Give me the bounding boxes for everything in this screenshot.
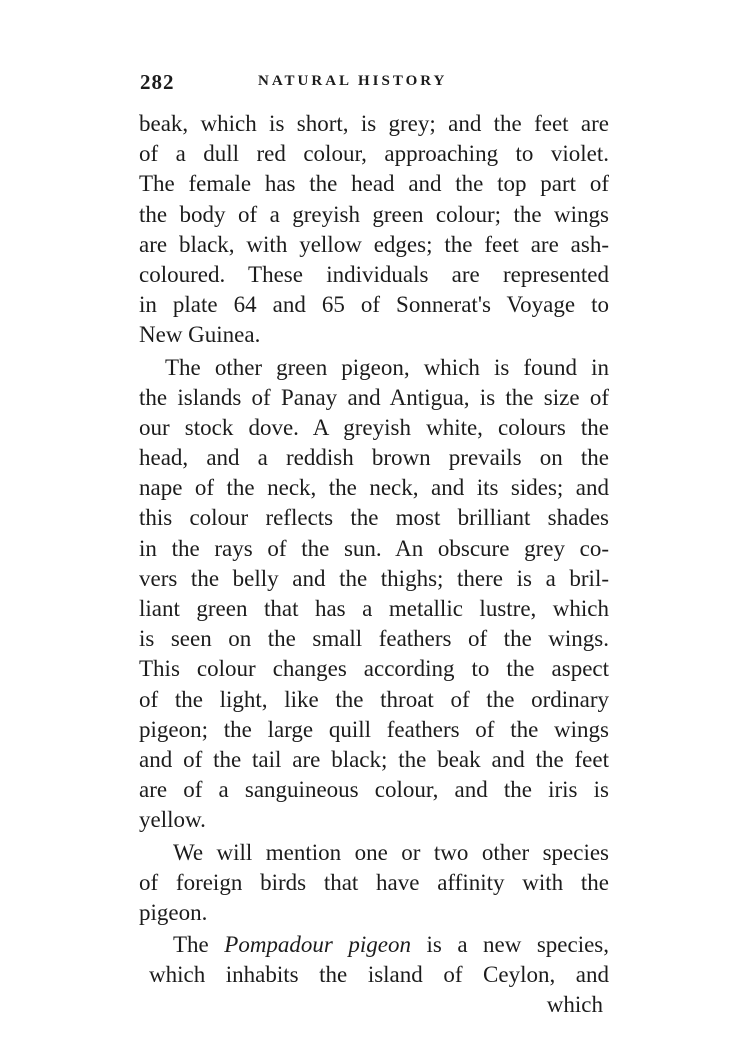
- running-head: [140, 70, 610, 96]
- page-number: 282: [140, 70, 175, 94]
- text-line: coloured. These individuals are represented: [139, 261, 609, 287]
- text-segment: The: [173, 932, 225, 958]
- text-line: is seen on the small feathers of the wings.: [139, 626, 609, 652]
- text-line: in the rays of the sun. An obscure grey co-: [139, 535, 609, 561]
- text-line: are black, with yellow edges; the feet are ash-: [139, 231, 609, 257]
- text-line: This colour changes according to the aspect: [139, 656, 609, 682]
- text-segment: is a new species,: [410, 932, 609, 958]
- text-line: which inhabits the island of Ceylon, and: [149, 962, 609, 988]
- text-line: liant green that has a metallic lustre, which: [139, 596, 609, 621]
- text-line: of foreign birds that have affinity with the: [139, 869, 609, 895]
- text-line: beak, which is short, is grey; and the feet are: [139, 111, 609, 136]
- paragraph-start-line: We will mention one or two other species: [173, 839, 609, 865]
- text-line: our stock dove. A greyish white, colours the: [139, 414, 609, 440]
- paragraph-start-line: The other green pigeon, which is found in: [165, 354, 609, 380]
- paragraph-start-line: [139, 930, 609, 960]
- body-text: [139, 109, 609, 1021]
- text-line: pigeon.: [139, 899, 208, 925]
- text-line: New Guinea.: [139, 322, 261, 348]
- text-line: the body of a greyish green colour; the wings: [139, 201, 609, 227]
- text-line: nape of the neck, the neck, and its sides; and: [139, 475, 609, 501]
- species-name-italic: Pompadour pigeon: [224, 932, 411, 958]
- catchword: which: [546, 992, 603, 1018]
- text-line: head, and a reddish brown prevails on the: [139, 445, 609, 471]
- text-line: The female has the head and the top part of: [139, 171, 609, 197]
- text-line: vers the belly and the thighs; there is a bril-: [139, 565, 609, 591]
- text-line: this colour reflects the most brilliant shades: [139, 505, 609, 531]
- text-line: are of a sanguineous colour, and the iris is: [139, 777, 609, 803]
- text-line: the islands of Panay and Antigua, is the size of: [139, 384, 609, 410]
- text-line: of a dull red colour, approaching to violet.: [139, 141, 609, 167]
- text-line: yellow.: [139, 807, 206, 833]
- running-title: NATURAL HISTORY: [258, 73, 448, 89]
- text-line: of the light, like the throat of the ordinary: [139, 686, 609, 712]
- text-line: and of the tail are black; the beak and the feet: [139, 746, 609, 772]
- text-line: in plate 64 and 65 of Sonnerat's Voyage to: [139, 292, 609, 318]
- text-line: pigeon; the large quill feathers of the wings: [139, 716, 609, 742]
